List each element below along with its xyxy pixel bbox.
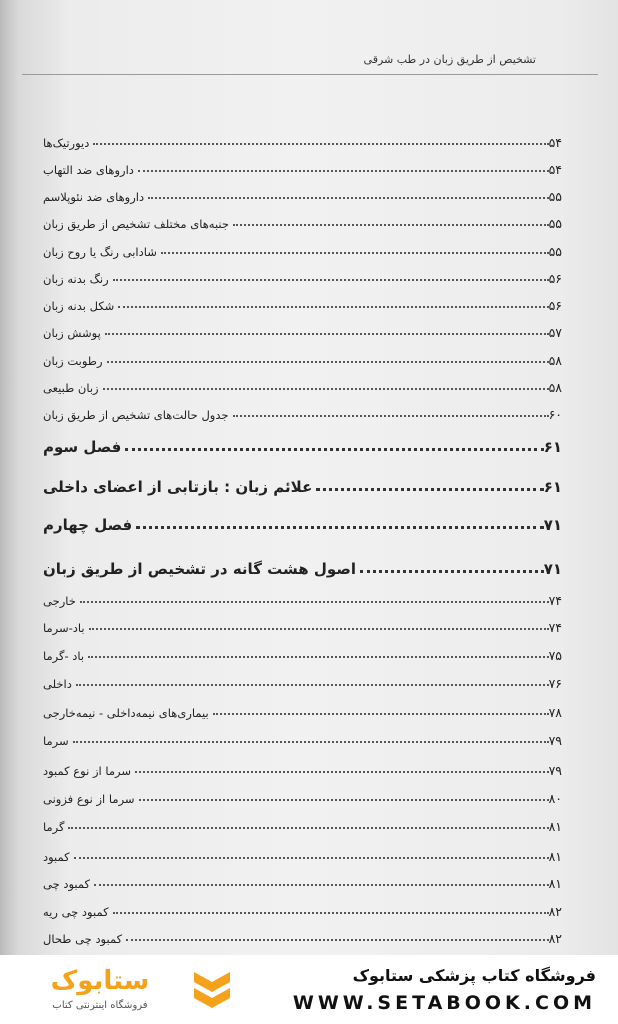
toc-entry [40, 430, 562, 456]
toc-entry [40, 893, 562, 919]
toc-entry-page: ۷۵ [548, 648, 562, 663]
toc-leader-dots [161, 252, 549, 254]
toc-entry [40, 508, 562, 534]
toc-entry [40, 722, 562, 748]
toc-entry-title: فصل چهارم [43, 516, 133, 534]
toc-leader-dots [316, 488, 543, 491]
toc-entry-title: داخلی [43, 677, 72, 691]
toc-entry-title: شکل بدنه زبان [43, 299, 115, 313]
toc-entry-title: رنگ بدنه زبان [43, 272, 109, 286]
toc-entry [40, 752, 562, 778]
toc-leader-dots [233, 415, 549, 417]
toc-entry-title: اصول هشت گانه در تشخیص از طریق زبان [43, 560, 356, 578]
toc-entry-page: ۷۸ [548, 705, 562, 720]
toc-entry-page: ۷۱ [543, 560, 562, 578]
toc-entry-page: ۸۲ [548, 931, 562, 946]
toc-leader-dots [135, 771, 549, 773]
toc-entry-page: ۵۴ [548, 135, 562, 150]
toc-entry-title: داروهای ضد التهاب [43, 163, 134, 177]
toc-leader-dots [148, 197, 548, 199]
toc-leader-dots [89, 628, 549, 630]
toc-entry [40, 178, 562, 204]
toc-entry-page: ۸۱ [548, 819, 562, 834]
bookmark-logo-icon [190, 968, 234, 1012]
store-url-link[interactable]: WWW.SETABOOK.COM [292, 992, 596, 1014]
toc-entry [40, 808, 562, 834]
toc-entry-title: جدول حالت‌های تشخیص از طریق زبان [43, 408, 229, 422]
toc-entry-title: زبان طبیعی [43, 381, 99, 395]
toc-leader-dots [233, 224, 549, 226]
toc-entry-page: ۸۱ [548, 876, 562, 891]
toc-leader-dots [94, 884, 549, 886]
toc-leader-dots [73, 741, 549, 743]
toc-entry [40, 838, 562, 864]
toc-entry [40, 694, 562, 720]
toc-entry [40, 369, 562, 395]
toc-entry-title: باد -گرما [43, 649, 85, 663]
toc-entry-title: علائم زبان : بازتابی از اعضای داخلی [43, 478, 313, 496]
toc-entry-page: ۶۱ [543, 478, 562, 496]
toc-leader-dots [126, 939, 548, 941]
toc-leader-dots [93, 143, 548, 145]
running-head-title: تشخیص از طریق زبان در طب شرقی [363, 53, 536, 66]
toc-entry-title: گرما [43, 820, 65, 834]
toc-leader-dots [107, 361, 549, 363]
toc-entry-title: سرما از نوع فزونی [43, 792, 135, 806]
toc-leader-dots [139, 799, 549, 801]
toc-leader-dots [360, 570, 544, 573]
toc-entry-page: ۷۹ [548, 733, 562, 748]
toc-leader-dots [113, 912, 549, 914]
toc-leader-dots [88, 656, 548, 658]
toc-entry [40, 552, 562, 578]
toc-entry [40, 205, 562, 231]
toc-entry-title: فصل سوم [43, 438, 122, 456]
toc-entry-page: ۷۹ [548, 763, 562, 778]
toc-entry-title: کمبود [43, 850, 70, 864]
toc-entry-title: کمبود چی طحال [43, 932, 123, 946]
toc-entry [40, 287, 562, 313]
toc-leader-dots [103, 388, 549, 390]
toc-entry [40, 342, 562, 368]
toc-entry [40, 396, 562, 422]
toc-entry [40, 124, 562, 150]
toc-entry-page: ۷۱ [543, 516, 562, 534]
toc-entry [40, 865, 562, 891]
toc-leader-dots [125, 448, 543, 451]
toc-entry [40, 582, 562, 608]
toc-leader-dots [118, 306, 548, 308]
toc-entry-title: رطوبت زبان [43, 354, 103, 368]
toc-entry-page: ۵۵ [548, 244, 562, 259]
toc-entry-title: داروهای ضد نئوپلاسم [43, 190, 145, 204]
toc-entry [40, 780, 562, 806]
running-head [22, 52, 598, 75]
toc-entry [40, 470, 562, 496]
toc-entry-page: ۶۰ [548, 407, 562, 422]
toc-entry [40, 233, 562, 259]
toc-entry-page: ۷۶ [548, 676, 562, 691]
toc-entry-page: ۵۶ [548, 271, 562, 286]
toc-leader-dots [68, 827, 548, 829]
toc-entry [40, 151, 562, 177]
logo-subtitle: فروشگاه اینترنتی کتاب [52, 1000, 148, 1011]
toc-entry [40, 314, 562, 340]
toc-entry [40, 260, 562, 286]
toc-leader-dots [74, 857, 549, 859]
toc-entry-page: ۶۱ [543, 438, 562, 456]
toc-entry [40, 609, 562, 635]
toc-entry-title: شادابی رنگ یا روح زبان [43, 245, 157, 259]
toc-entry-title: دیورتیک‌ها [43, 136, 90, 150]
toc-entry-page: ۵۵ [548, 216, 562, 231]
toc-entry-page: ۵۷ [548, 325, 562, 340]
toc-entry [40, 665, 562, 691]
toc-entry-page: ۸۲ [548, 904, 562, 919]
toc-entry-page: ۸۰ [548, 791, 562, 806]
toc-entry-title: پوشش زبان [43, 326, 101, 340]
toc-entry-page: ۷۴ [548, 620, 562, 635]
toc-entry-page: ۵۸ [548, 353, 562, 368]
toc-leader-dots [105, 333, 549, 335]
toc-entry-page: ۷۴ [548, 593, 562, 608]
toc-entry [40, 637, 562, 663]
toc-leader-dots [80, 601, 549, 603]
toc-entry-page: ۵۴ [548, 162, 562, 177]
logo-wordmark: ستابوک [50, 966, 150, 996]
toc-entry-title: بیماری‌های نیمه‌داخلی - نیمه‌خارجی [43, 706, 209, 720]
toc-leader-dots [138, 170, 549, 172]
toc-entry-title: جنبه‌های مختلف تشخیص از طریق زبان [43, 217, 230, 231]
toc-entry-page: ۵۵ [548, 189, 562, 204]
toc-leader-dots [76, 684, 549, 686]
toc-entry-title: کمبود چی [43, 877, 91, 891]
toc-entry-page: ۵۶ [548, 298, 562, 313]
toc-entry-title: کمبود چی ریه [43, 905, 109, 919]
toc-entry-title: سرما از نوع کمبود [43, 764, 132, 778]
toc-entry [40, 920, 562, 946]
toc-leader-dots [113, 279, 549, 281]
store-name: فروشگاه کتاب پزشکی ستابوک [352, 966, 596, 985]
toc-entry-title: سرما [43, 734, 69, 748]
toc-entry-page: ۸۱ [548, 849, 562, 864]
toc-entry-page: ۵۸ [548, 380, 562, 395]
toc-entry-title: خارجی [43, 594, 76, 608]
toc-leader-dots [213, 713, 549, 715]
toc-entry-title: باد-سرما [43, 621, 85, 635]
toc-leader-dots [136, 526, 544, 529]
